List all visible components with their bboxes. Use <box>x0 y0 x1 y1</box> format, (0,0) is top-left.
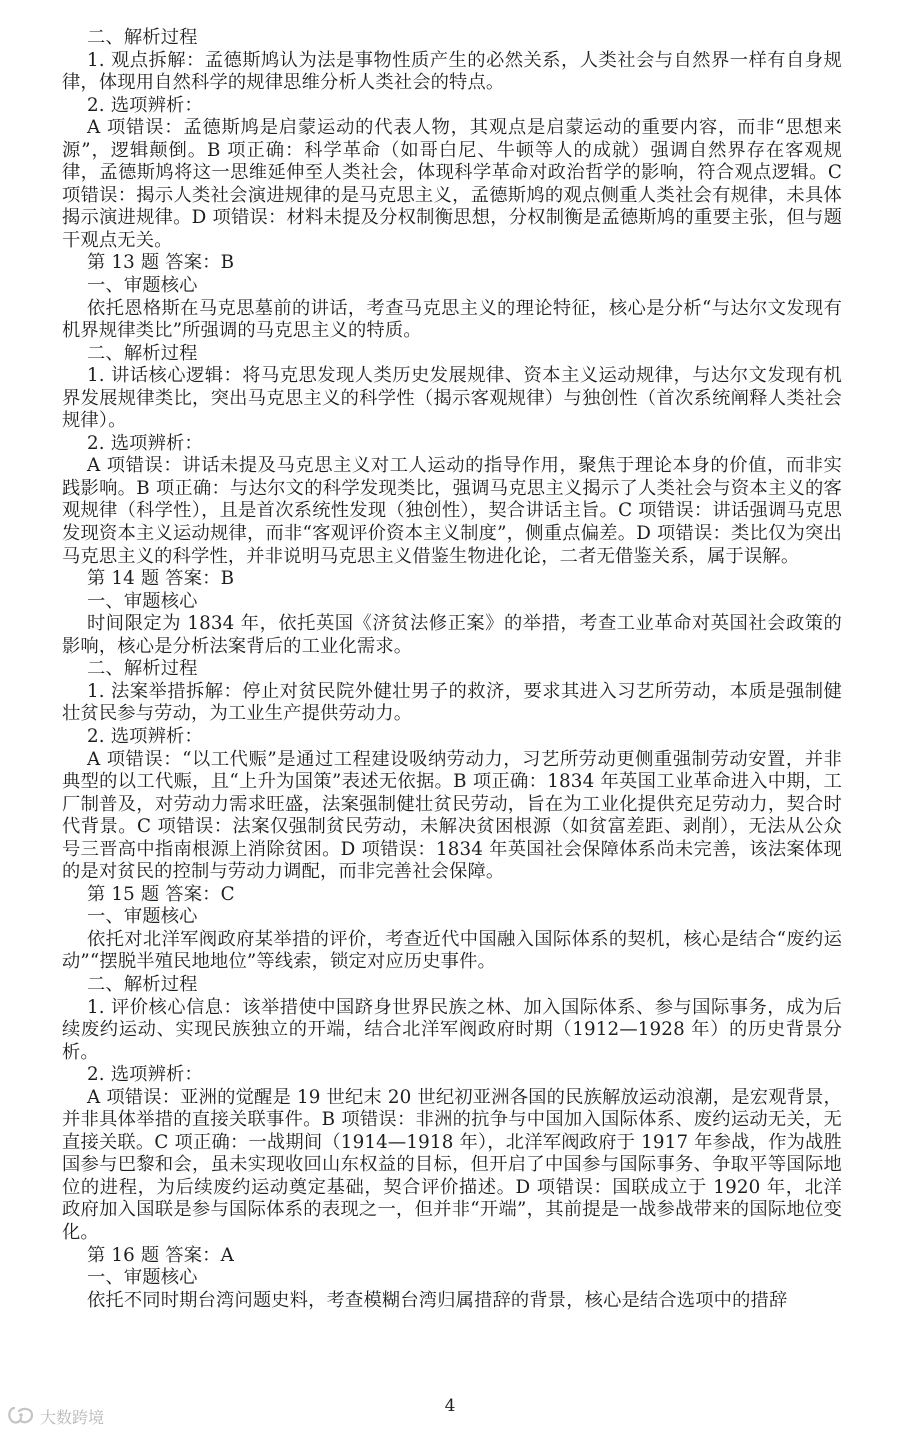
section-heading: 二、解析过程 <box>87 342 198 364</box>
paragraph: 依托恩格斯在马克思墓前的讲话，考查马克思主义的理论特征，核心是分析“与达尔文发现有机界规律类比”所强调的马克思主义的特质。 <box>62 297 842 342</box>
section-heading: 一、审题核心 <box>87 906 198 928</box>
question-answer-heading: 第 13 题 答案：B <box>87 252 235 274</box>
watermark-text: 大数跨境 <box>40 1407 105 1427</box>
question-answer-heading: 第 15 题 答案：C <box>87 883 235 905</box>
paragraph: 依托对北洋军阀政府某举措的评价，考查近代中国融入国际体系的契机，核心是结合“废约运动”“摆脱半殖民地地位”等线索，锁定对应历史事件。 <box>62 928 842 973</box>
section-heading: 二、解析过程 <box>87 658 198 680</box>
question-answer-heading: 第 14 题 答案：B <box>87 568 235 590</box>
question-answer-heading: 第 16 题 答案：A <box>87 1244 234 1266</box>
paragraph: 2. 选项辨析： <box>87 94 203 116</box>
paragraph: 2. 选项辨析： <box>87 432 203 454</box>
paragraph: 2. 选项辨析： <box>87 1064 203 1086</box>
paragraph: 依托不同时期台湾问题史料，考查模糊台湾归属措辞的背景，核心是结合选项中的措辞 <box>87 1289 788 1311</box>
section-heading: 一、审题核心 <box>87 275 198 297</box>
paragraph: A 项错误：“以工代赈”是通过工程建设吸纳劳动力，习艺所劳动更侧重强制劳动安置，并非典型的以工代赈，且“上升为国策”表述无依据。B 项正确：1834 年英国工业革命进入中期，工厂制普及，对劳动力需求旺盛，法案强制健壮贫民劳动，旨在为工业化提供充足劳动力，契合时代背景。C 项错误：法案仅强制贫民劳动，未解决贫困根源（如贫富差距、剥削），无法从公众号三晋高中指南根源上消除贫困。D 项错误：1834 年英国社会保障体系尚未完善，该法案体现的是对贫民的控制与劳动力调配，而非完善社会保障。 <box>62 748 842 883</box>
section-heading: 一、审题核心 <box>87 1267 198 1289</box>
document-body <box>62 27 842 1312</box>
paragraph: 1. 讲话核心逻辑：将马克思发现人类历史发展规律、资本主义运动规律，与达尔文发现有机界发展规律类比，突出马克思主义的科学性（揭示客观规律）与独创性（首次系统阐释人类社会规律）。 <box>62 365 842 432</box>
paragraph: 时间限定为 1834 年，依托英国《济贫法修正案》的举措，考查工业革命对英国社会政策的影响，核心是分析法案背后的工业化需求。 <box>62 613 842 657</box>
paragraph: A 项错误：亚洲的觉醒是 19 世纪末 20 世纪初亚洲各国的民族解放运动浪潮，是宏观背景，并非具体举措的直接关联事件。B 项错误：非洲的抗争与中国加入国际体系、废约运动无关，无直接关联。C 项正确：一战期间（1914—1918 年），北洋军阀政府于 1917 年参战，作为战胜国参与巴黎和会，虽未实现收回山东权益的目标，但开启了中国参与国际事务、争取平等国际地位的进程，为后续废约运动奠定基础，契合评价描述。D 项错误：国联成立于 1920 年，北洋政府加入国联是参与国际体系的表现之一，但并非“开端”，其前提是一战参战带来的国际地位变化。 <box>62 1086 842 1243</box>
section-heading: 二、解析过程 <box>87 973 198 995</box>
paragraph: 1. 法案举措拆解：停止对贫民院外健壮男子的救济，要求其进入习艺所劳动，本质是强制健壮贫民参与劳动，为工业生产提供劳动力。 <box>62 680 842 725</box>
watermark <box>6 1403 104 1429</box>
paragraph: A 项错误：讲话未提及马克思主义对工人运动的指导作用，聚焦于理论本身的价值，而非实践影响。B 项正确：与达尔文的科学发现类比，强调马克思主义揭示了人类社会与资本主义的客观规律（科学性），且是首次系统性发现（独创性），契合讲话主旨。C 项错误：讲话强调马克思发现资本主义运动规律，而非“客观评价资本主义制度”，侧重点偏差。D 项错误：类比仅为突出马克思主义的科学性，并非说明马克思主义借鉴生物进化论，二者无借鉴关系，属于误解。 <box>62 455 842 567</box>
paragraph: 1. 评价核心信息：该举措使中国跻身世界民族之林、加入国际体系、参与国际事务，成为后续废约运动、实现民族独立的开端，结合北洋军阀政府时期（1912—1928 年）的历史背景分析。 <box>62 996 842 1063</box>
paragraph: A 项错误：孟德斯鸠是启蒙运动的代表人物，其观点是启蒙运动的重要内容，而非“思想来源”，逻辑颠倒。B 项正确：科学革命（如哥白尼、牛顿等人的成就）强调自然界存在客观规律，孟德斯鸠将这一思维延伸至人类社会，体现科学革命对政治哲学的影响，符合观点逻辑。C 项错误：揭示人类社会演进规律的是马克思主义，孟德斯鸠的观点侧重人类社会有规律，未具体揭示演进规律。D 项错误：材料未提及分权制衡思想，分权制衡是孟德斯鸠的重要主张，但与题干观点无关。 <box>62 117 842 251</box>
page-number: 4 <box>444 1396 456 1416</box>
watermark-logo-icon <box>6 1405 36 1427</box>
paragraph: 1. 观点拆解：孟德斯鸠认为法是事物性质产生的必然关系，人类社会与自然界一样有自身规律，体现用自然科学的规律思维分析人类社会的特点。 <box>62 49 842 94</box>
section-heading: 一、审题核心 <box>87 590 198 612</box>
section-heading: 二、解析过程 <box>87 27 198 48</box>
paragraph: 2. 选项辨析： <box>87 725 203 747</box>
